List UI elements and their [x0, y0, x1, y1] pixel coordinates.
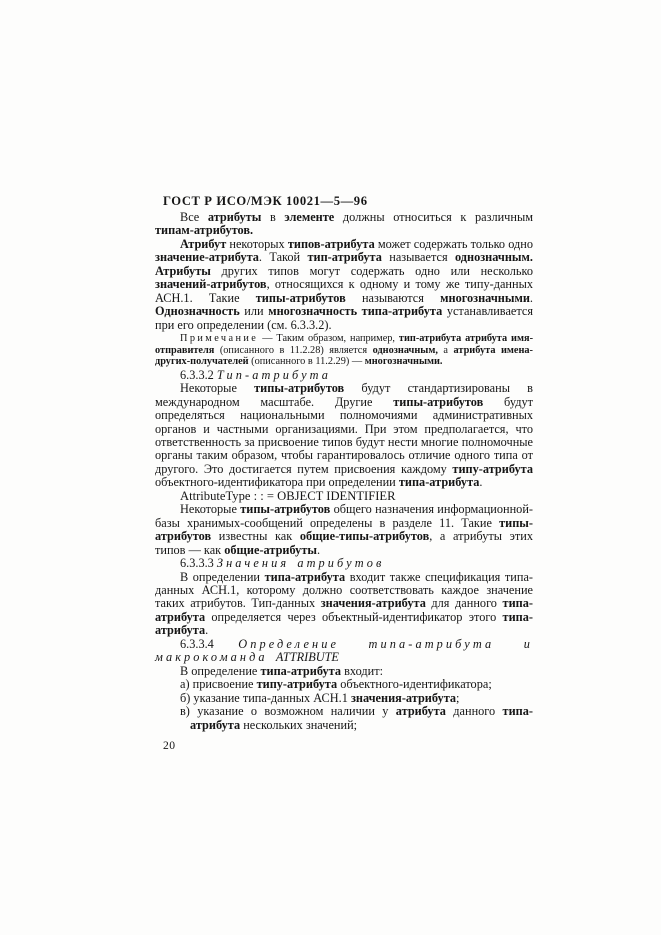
- text-segment: Определение типа-атрибута и макрокоманда: [155, 636, 533, 665]
- text-segment: значения-атрибута: [320, 596, 426, 611]
- list-item: [180, 677, 533, 692]
- text-segment: В определение: [180, 663, 261, 678]
- paragraph: [155, 503, 533, 557]
- text-segment: .: [316, 542, 321, 557]
- text-segment: значений-атрибутов: [155, 277, 267, 292]
- text-segment: других типов могут содержать одно или несколько: [210, 263, 533, 278]
- text-segment: в: [261, 210, 285, 224]
- text-segment: — Таким образом, например,: [258, 333, 399, 345]
- text-segment: типы-атрибутов: [393, 394, 484, 409]
- text-segment: .: [479, 475, 483, 490]
- text-segment: типы-атрибутов: [255, 290, 346, 305]
- text-segment: (описанного в 11.2.29) —: [248, 356, 365, 368]
- text-segment: 6.3.3.3: [180, 556, 217, 571]
- text-segment: должны относиться к различным: [334, 210, 533, 224]
- text-segment: Атрибут: [180, 236, 227, 251]
- text-segment: устанавливается при его определении (см. 6.3.3.2).: [155, 304, 534, 332]
- text-segment: в) указание о возможном наличии у: [180, 704, 396, 719]
- text-segment: объектного-идентификатора;: [337, 677, 492, 692]
- text-segment: В определении: [180, 569, 265, 584]
- text-segment: типы-атрибутов: [155, 515, 533, 544]
- paragraph: [155, 238, 533, 332]
- text-segment: типа-атрибута: [155, 609, 533, 638]
- list-item: [180, 704, 534, 732]
- text-segment: элементе: [284, 210, 335, 224]
- text-segment: однозначным.: [454, 250, 533, 265]
- text-segment: объектного-идентификатора при определении: [155, 475, 399, 490]
- text-segment: Все: [180, 210, 208, 224]
- text-segment: типы-атрибутов: [240, 502, 331, 517]
- section-heading: [155, 638, 533, 665]
- section-heading: [155, 557, 533, 570]
- text-segment: типу-атрибута: [256, 677, 338, 692]
- asn1-definition: [155, 490, 533, 503]
- text-segment: тип-атрибута атрибута имя-отправителя: [155, 333, 533, 356]
- text-segment: Атрибуты: [155, 263, 211, 278]
- text-segment: типу-атрибута: [452, 461, 533, 476]
- running-header: ГОСТ Р ИСО/МЭК 10021—5—96: [163, 194, 368, 208]
- paragraph: [155, 571, 533, 638]
- text-segment: Некоторые: [180, 502, 241, 517]
- text-segment: типа-атрибута: [155, 596, 533, 624]
- text-segment: атрибуты: [207, 210, 262, 224]
- text-segment: входит:: [341, 663, 384, 678]
- text-segment: AttributeType : : = OBJECT IDENTIFIER: [180, 488, 396, 503]
- text-segment: Тип-атрибута: [216, 367, 332, 382]
- text-segment: а) присвоение: [180, 677, 257, 692]
- text-segment: Однозначность: [155, 304, 240, 319]
- text-segment: , относящихся к одному и тому же типу-данных АСН.1. Такие: [155, 277, 533, 305]
- paragraph: [155, 382, 533, 490]
- text-segment: значения-атрибута: [350, 690, 457, 705]
- text-segment: общие-типы-атрибутов: [299, 529, 430, 544]
- text-segment: атрибута имена-других-получателей: [155, 344, 533, 368]
- text-segment: 6.3.3.4: [180, 636, 239, 651]
- paragraph: [155, 211, 533, 238]
- text-segment: а: [437, 344, 454, 356]
- text-segment: типа-атрибута: [264, 569, 346, 584]
- page-number: 20: [163, 739, 176, 752]
- text-segment: типы-атрибутов: [254, 381, 345, 396]
- text-segment: общие-атрибуты: [224, 542, 317, 557]
- text-segment: многозначными.: [364, 356, 443, 368]
- text-segment: типа-атрибута: [398, 475, 480, 490]
- text-segment: типа-атрибута: [260, 663, 342, 678]
- paragraph: [155, 665, 533, 678]
- text-segment: может содержать только одно: [374, 236, 533, 251]
- text-segment: тип-атрибута: [307, 250, 382, 265]
- list-item: [180, 690, 533, 705]
- text-segment: нескольких значений;: [240, 717, 358, 732]
- text-segment: . Такой: [258, 250, 308, 265]
- text-segment: Некоторые: [180, 381, 255, 396]
- text-segment: для данного: [425, 596, 503, 611]
- text-segment: некоторых: [226, 236, 288, 251]
- text-segment: будут стандартизированы в международном масштабе. Другие: [155, 381, 533, 409]
- text-segment: многозначными: [440, 290, 530, 305]
- text-segment: Примечание: [180, 333, 259, 345]
- text-segment: 6.3.3.2: [180, 367, 217, 382]
- text-segment: будут определяться национальными полномочиями административных органов и частными организациями. При этом предполагается, что ответственность за присвоение типов будут нести многие полномочные органы таким образом, чтобы гарантировалось отличие одного типа от другого. Это достигается путем присвоения каждому: [155, 394, 533, 476]
- text-segment: атрибута: [395, 704, 446, 719]
- text-segment: значение-атрибута: [155, 250, 259, 265]
- text-segment: однозначным,: [372, 344, 438, 356]
- text-segment: входит также спецификация типа-данных АСН.1, которому должно соответствовать каждое значение таких атрибутов. Тип-данных: [155, 569, 533, 611]
- text-segment: или: [239, 304, 269, 319]
- text-segment: типам-атрибутов.: [155, 223, 254, 238]
- text-segment: .: [529, 290, 533, 305]
- section-heading: [155, 369, 533, 382]
- text-segment: б) указание типа-данных АСН.1: [180, 690, 351, 705]
- text-segment: известны как: [211, 529, 300, 544]
- text-segment: типов-атрибута: [287, 236, 375, 251]
- text-segment: называются: [345, 290, 441, 305]
- note: [155, 333, 533, 368]
- text-segment: , а атрибуты этих типов — как: [155, 529, 533, 557]
- document-body: [155, 211, 533, 732]
- text-segment: многозначность типа-атрибута: [268, 304, 443, 319]
- text-segment: данного: [445, 704, 503, 719]
- text-segment: .: [205, 623, 209, 638]
- text-segment: типа-атрибута: [190, 704, 534, 732]
- text-segment: ATTRIBUTE: [275, 650, 339, 665]
- text-segment: (описанного в 11.2.28) является: [214, 344, 373, 356]
- text-segment: определяется через объектный-идентификатор этого: [205, 609, 503, 624]
- text-segment: общего назначения информационной-базы хранимых-сообщений определены в разделе 11. Такие: [155, 502, 533, 530]
- text-segment: ;: [456, 690, 460, 705]
- text-segment: называется: [381, 250, 455, 265]
- text-segment: Значения атрибутов: [216, 556, 385, 571]
